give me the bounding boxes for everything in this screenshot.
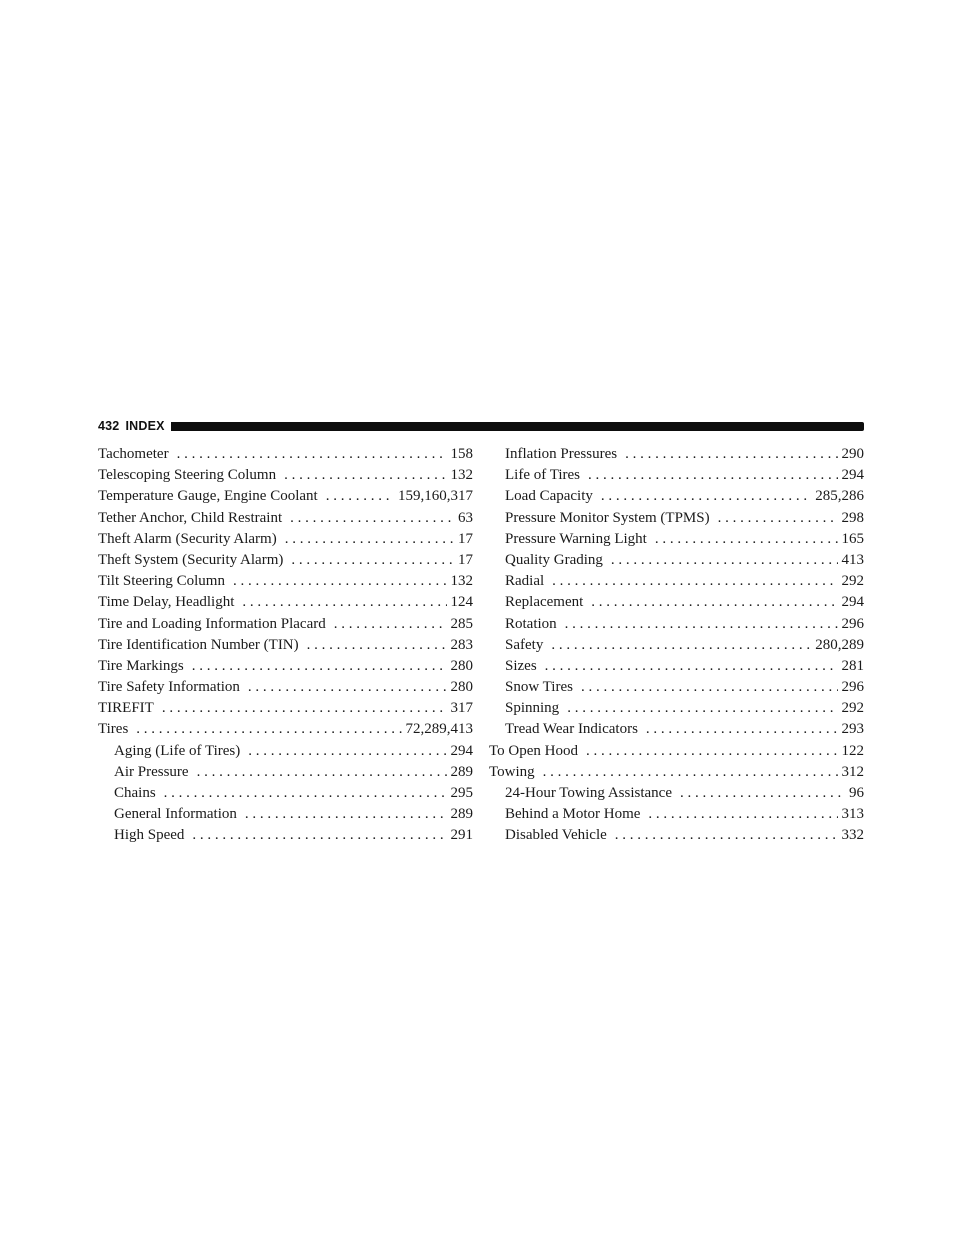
page-reference: 313 xyxy=(841,806,864,823)
index-term: Tether Anchor, Child Restraint xyxy=(98,509,283,526)
index-term: Tire and Loading Information Placard xyxy=(98,615,326,632)
index-term: Tachometer xyxy=(98,446,169,462)
index-entry xyxy=(98,508,473,529)
page-reference: 96 xyxy=(849,785,864,801)
page-number: 432 xyxy=(98,419,120,433)
page-reference: 292 xyxy=(841,700,864,717)
page-reference: 72,289,413 xyxy=(405,721,473,738)
index-entry xyxy=(98,465,473,486)
index-term: Replacement xyxy=(505,594,584,611)
index-subentry xyxy=(489,698,864,719)
index-entry xyxy=(98,635,473,656)
page-reference: 63 xyxy=(458,509,473,526)
index-entry xyxy=(98,571,473,592)
index-term: Temperature Gauge, Engine Coolant xyxy=(98,488,318,505)
page-reference: 159,160,317 xyxy=(398,488,473,505)
page-reference: 294 xyxy=(841,467,864,484)
dot-leader xyxy=(169,444,447,465)
index-subentry xyxy=(98,783,473,804)
index-subentry xyxy=(489,804,864,825)
index-term: Pressure Warning Light xyxy=(505,530,647,547)
page-reference: 283 xyxy=(450,636,473,653)
page-reference: 296 xyxy=(841,615,864,632)
dot-leader xyxy=(240,677,447,698)
index-subentry xyxy=(489,719,864,740)
page-reference: 280 xyxy=(450,679,473,696)
dot-leader xyxy=(573,677,838,698)
dot-leader xyxy=(318,486,394,507)
dot-leader xyxy=(326,614,447,635)
page-reference: 312 xyxy=(841,763,864,780)
dot-leader xyxy=(240,741,446,762)
index-term: Tread Wear Indicators xyxy=(505,721,638,738)
index-term: Sizes xyxy=(505,657,537,674)
index-term: Tire Safety Information xyxy=(98,679,240,696)
index-term: Towing xyxy=(489,763,535,780)
index-subentry xyxy=(489,486,864,507)
index-term: Theft System (Security Alarm) xyxy=(98,551,284,568)
index-subentry xyxy=(489,635,864,656)
page-reference: 332 xyxy=(841,827,864,844)
index-term: Disabled Vehicle xyxy=(505,827,607,844)
index-subentry xyxy=(489,529,864,550)
index-term: Theft Alarm (Security Alarm) xyxy=(98,530,277,547)
page-reference: 132 xyxy=(450,467,473,484)
page-reference: 122 xyxy=(841,742,864,759)
index-subentry xyxy=(489,508,864,529)
dot-leader xyxy=(537,656,838,677)
index-subentry xyxy=(489,825,864,846)
page-reference: 165 xyxy=(841,530,864,547)
dot-leader xyxy=(710,508,838,529)
running-header xyxy=(98,416,864,436)
index-term: Behind a Motor Home xyxy=(505,806,641,823)
index-term: Life of Tires xyxy=(505,467,580,484)
page-reference: 296 xyxy=(841,679,864,696)
dot-leader xyxy=(640,804,837,825)
page-reference: 317 xyxy=(450,700,473,717)
index-entry xyxy=(98,614,473,635)
dot-leader xyxy=(299,635,447,656)
index-subentry xyxy=(489,656,864,677)
page-reference: 294 xyxy=(841,594,864,611)
index-subentry xyxy=(98,804,473,825)
dot-leader xyxy=(638,719,838,740)
header-rule xyxy=(171,422,864,431)
dot-leader xyxy=(593,486,811,507)
dot-leader xyxy=(237,804,447,825)
index-subentry xyxy=(489,783,864,804)
index-entry xyxy=(98,592,473,613)
index-column-left xyxy=(98,444,473,847)
page-reference: 280,289 xyxy=(815,636,864,653)
index-term: Load Capacity xyxy=(505,488,593,505)
page-reference: 413 xyxy=(841,551,864,568)
dot-leader xyxy=(607,825,838,846)
index-term: Snow Tires xyxy=(505,679,573,696)
index-term: Tilt Steering Column xyxy=(98,573,225,590)
index-entry xyxy=(489,762,864,783)
index-term: Pressure Monitor System (TPMS) xyxy=(505,509,710,526)
index-subentry xyxy=(489,571,864,592)
page-reference: 291 xyxy=(450,827,473,844)
dot-leader xyxy=(672,783,845,804)
index-subentry xyxy=(489,444,864,465)
index-entry xyxy=(98,698,473,719)
page-reference: 285,286 xyxy=(815,488,864,505)
page-reference: 292 xyxy=(841,573,864,590)
index-term: Spinning xyxy=(505,700,560,717)
dot-leader xyxy=(543,635,811,656)
index-entry xyxy=(98,486,473,507)
page-reference: 294 xyxy=(450,742,473,759)
index-term: Safety xyxy=(505,636,544,653)
page-reference: 298 xyxy=(841,509,864,526)
index-term: Inflation Pressures xyxy=(505,446,618,462)
page-reference: 289 xyxy=(450,763,473,780)
index-term: Radial xyxy=(505,573,545,590)
index-term: Aging (Life of Tires) xyxy=(114,742,241,759)
page-reference: 290 xyxy=(841,446,864,462)
dot-leader xyxy=(583,592,837,613)
dot-leader xyxy=(277,529,454,550)
dot-leader xyxy=(282,508,454,529)
page-reference: 17 xyxy=(458,530,473,547)
dot-leader xyxy=(184,825,446,846)
page-reference: 295 xyxy=(450,785,473,801)
dot-leader xyxy=(559,698,837,719)
page-reference: 280 xyxy=(450,657,473,674)
dot-leader xyxy=(154,698,447,719)
index-entry xyxy=(98,719,473,740)
index-entry xyxy=(98,529,473,550)
dot-leader xyxy=(283,550,454,571)
index-entry xyxy=(489,741,864,762)
index-term: Time Delay, Headlight xyxy=(98,594,235,611)
index-subentry xyxy=(489,465,864,486)
page-reference: 293 xyxy=(841,721,864,738)
index-entry xyxy=(98,444,473,465)
index-term: 24-Hour Towing Assistance xyxy=(505,785,672,801)
dot-leader xyxy=(617,444,837,465)
index-subentry xyxy=(489,614,864,635)
index-term: To Open Hood xyxy=(489,742,578,759)
index-subentry xyxy=(489,677,864,698)
index-subentry xyxy=(98,762,473,783)
index-entry xyxy=(98,677,473,698)
dot-leader xyxy=(276,465,446,486)
dot-leader xyxy=(234,592,446,613)
index-subentry xyxy=(98,825,473,846)
page-reference: 17 xyxy=(458,551,473,568)
dot-leader xyxy=(225,571,447,592)
dot-leader xyxy=(647,529,838,550)
index-term: Air Pressure xyxy=(114,763,189,780)
dot-leader xyxy=(544,571,837,592)
dot-leader xyxy=(578,741,838,762)
dot-leader xyxy=(184,656,447,677)
index-term: General Information xyxy=(114,806,237,823)
index-subentry xyxy=(489,550,864,571)
dot-leader xyxy=(580,465,838,486)
dot-leader xyxy=(156,783,447,804)
page-reference: 158 xyxy=(450,446,473,462)
page-reference: 289 xyxy=(450,806,473,823)
page-reference: 281 xyxy=(841,657,864,674)
dot-leader xyxy=(557,614,838,635)
index-term: Tire Markings xyxy=(98,657,184,674)
dot-leader xyxy=(189,762,447,783)
index-entry xyxy=(98,550,473,571)
index-term: Chains xyxy=(114,785,156,801)
dot-leader xyxy=(603,550,838,571)
index-subentry xyxy=(489,592,864,613)
index-term: TIREFIT xyxy=(98,700,154,717)
dot-leader xyxy=(535,762,838,783)
section-title: INDEX xyxy=(125,419,165,433)
index-term: Quality Grading xyxy=(505,551,603,568)
page-reference: 132 xyxy=(450,573,473,590)
page-reference: 124 xyxy=(450,594,473,611)
index-entry xyxy=(98,656,473,677)
index-term: Tire Identification Number (TIN) xyxy=(98,636,299,653)
index-term: Rotation xyxy=(505,615,557,632)
index-column-right xyxy=(489,444,864,847)
index-term: Tires xyxy=(98,721,129,738)
index-term: High Speed xyxy=(114,827,185,844)
index-subentry xyxy=(98,741,473,762)
page-reference: 285 xyxy=(450,615,473,632)
index-term: Telescoping Steering Column xyxy=(98,467,277,484)
dot-leader xyxy=(128,719,401,740)
